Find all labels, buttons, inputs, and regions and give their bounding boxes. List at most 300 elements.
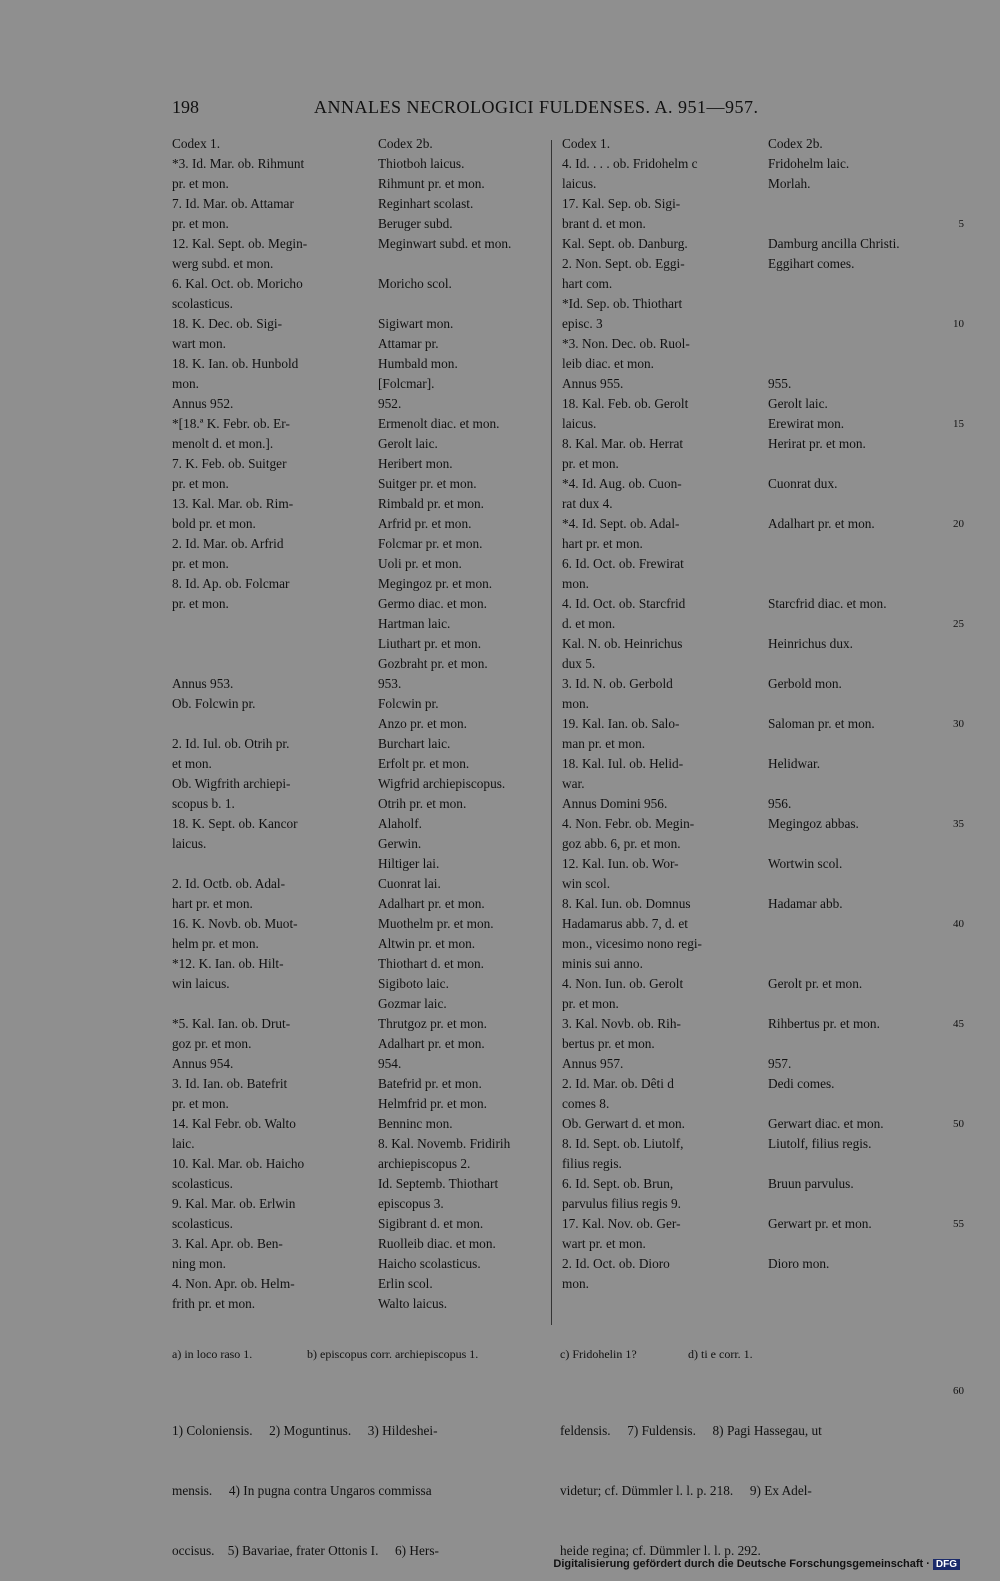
text-line: pr. et mon. xyxy=(172,1096,229,1111)
text-line: Annus 957. xyxy=(562,1056,624,1071)
text-line: Gerolt pr. et mon. xyxy=(768,976,863,991)
text-line: Starcfrid diac. et mon. xyxy=(768,596,887,611)
text-line: 8. Kal. Mar. ob. Herrat xyxy=(562,436,684,451)
text-line: Liuthart pr. et mon. xyxy=(378,636,482,651)
text-line: scolasticus. xyxy=(172,1216,233,1231)
text-line xyxy=(940,674,964,694)
text-line: pr. et mon. xyxy=(172,216,229,231)
text-line xyxy=(940,134,964,154)
text-line: 18. K. Sept. ob. Kancor xyxy=(172,816,298,831)
text-line: 7. Id. Mar. ob. Attamar xyxy=(172,196,294,211)
text-line xyxy=(768,914,948,934)
text-line: 55 xyxy=(953,1218,964,1230)
text-line xyxy=(768,654,948,674)
text-line: *4. Id. Aug. ob. Cuon- xyxy=(562,476,682,491)
text-line: 8. Kal. Novemb. Fridirih xyxy=(378,1136,511,1151)
credit-text: Digitalisierung gefördert durch die Deutsche Forschungsgemeinschaft · xyxy=(553,1558,930,1570)
text-line xyxy=(940,694,964,714)
text-line: win scol. xyxy=(562,876,611,891)
text-line: Gozmar laic. xyxy=(378,996,447,1011)
text-line xyxy=(768,1234,948,1254)
note-a: a) in loco raso 1. xyxy=(172,1347,253,1361)
text-line: 956. xyxy=(768,796,792,811)
footnotes-left xyxy=(172,1381,439,1581)
text-line: Helidwar. xyxy=(768,756,821,771)
text-line xyxy=(768,1274,948,1294)
text-line xyxy=(940,1094,964,1114)
text-line: Otrih pr. et mon. xyxy=(378,796,467,811)
text-line: Thiotboh laicus. xyxy=(378,156,465,171)
text-line: Gozbraht pr. et mon. xyxy=(378,656,488,671)
text-line xyxy=(940,354,964,374)
text-line xyxy=(940,794,964,814)
text-line: episc. 3 xyxy=(562,316,603,331)
text-line: Reginhart scolast. xyxy=(378,196,474,211)
text-line: 4. Id. Oct. ob. Starcfrid xyxy=(562,596,686,611)
footnote-line: occisus. 5) Bavariae, frater Ottonis I. 6) Hers- xyxy=(172,1543,439,1558)
text-line xyxy=(940,454,964,474)
text-line xyxy=(940,1194,964,1214)
text-line: 30 xyxy=(953,718,964,730)
text-line: Sigiboto laic. xyxy=(378,976,449,991)
text-line: *3. Non. Dec. ob. Ruol- xyxy=(562,336,690,351)
text-line xyxy=(172,854,372,874)
text-line xyxy=(768,534,948,554)
text-line xyxy=(940,874,964,894)
text-line: 6. Id. Sept. ob. Brun, xyxy=(562,1176,674,1191)
text-line: 3. Kal. Novb. ob. Rih- xyxy=(562,1016,681,1031)
text-line xyxy=(940,554,964,574)
text-line: Ob. Gerwart d. et mon. xyxy=(562,1116,685,1131)
text-line: 16. K. Novb. ob. Muot- xyxy=(172,916,298,931)
column-codex1-left xyxy=(172,134,372,1314)
text-line xyxy=(940,954,964,974)
text-line: mon., vicesimo nono regi- xyxy=(562,936,702,951)
text-line xyxy=(940,1174,964,1194)
text-line: 15 xyxy=(953,418,964,430)
text-line: filius regis. xyxy=(562,1156,622,1171)
text-line: ning mon. xyxy=(172,1256,226,1271)
text-line: rat dux 4. xyxy=(562,496,613,511)
text-line: goz pr. et mon. xyxy=(172,1036,252,1051)
text-line: Muothelm pr. et mon. xyxy=(378,916,494,931)
text-line: 45 xyxy=(953,1018,964,1030)
text-line xyxy=(940,294,964,314)
text-line xyxy=(940,474,964,494)
text-line: Adalhart pr. et mon. xyxy=(378,1036,485,1051)
text-line xyxy=(940,594,964,614)
footnote-line-number: 60 xyxy=(953,1385,964,1397)
text-line: Wigfrid archiepiscopus. xyxy=(378,776,506,791)
text-line: 2. Id. Mar. ob. Arfrid xyxy=(172,536,284,551)
text-line xyxy=(940,834,964,854)
text-line xyxy=(768,334,948,354)
text-line: Sigibrant d. et mon. xyxy=(378,1216,484,1231)
text-line: Anzo pr. et mon. xyxy=(378,716,468,731)
text-line: Liutolf, filius regis. xyxy=(768,1136,872,1151)
text-line: Herirat pr. et mon. xyxy=(768,436,866,451)
text-line: leib diac. et mon. xyxy=(562,356,654,371)
text-line: Folcmar pr. et mon. xyxy=(378,536,483,551)
text-line: Rihbertus pr. et mon. xyxy=(768,1016,880,1031)
text-line: laic. xyxy=(172,1136,195,1151)
text-line xyxy=(940,774,964,794)
text-line xyxy=(940,894,964,914)
text-line: 35 xyxy=(953,818,964,830)
text-line: 4. Non. Iun. ob. Gerolt xyxy=(562,976,684,991)
note-c: c) Fridohelin 1? xyxy=(560,1347,637,1361)
text-line: 50 xyxy=(953,1118,964,1130)
text-line: Erlin scol. xyxy=(378,1276,433,1291)
text-line: 13. Kal. Mar. ob. Rim- xyxy=(172,496,294,511)
text-line: pr. et mon. xyxy=(172,596,229,611)
text-line: Gerwart diac. et mon. xyxy=(768,1116,884,1131)
text-line: Sigiwart mon. xyxy=(378,316,454,331)
text-line: Id. Septemb. Thiothart xyxy=(378,1176,499,1191)
text-line: Gerwin. xyxy=(378,836,422,851)
text-line xyxy=(940,1294,964,1314)
text-line xyxy=(172,614,372,634)
text-line: Codex 2b. xyxy=(378,136,433,151)
text-line: Helmfrid pr. et mon. xyxy=(378,1096,487,1111)
text-line: parvulus filius regis 9. xyxy=(562,1196,681,1211)
text-line: Gerwart pr. et mon. xyxy=(768,1216,872,1231)
text-line xyxy=(940,394,964,414)
text-line xyxy=(940,994,964,1014)
text-line: Kal. Sept. ob. Danburg. xyxy=(562,236,688,251)
text-line: Folcwin pr. xyxy=(378,696,439,711)
text-line xyxy=(768,574,948,594)
text-line: laicus. xyxy=(562,416,597,431)
text-line xyxy=(768,214,948,234)
text-line: [Folcmar]. xyxy=(378,376,435,391)
text-line: menolt d. et mon.]. xyxy=(172,436,274,451)
text-line: 957. xyxy=(768,1056,792,1071)
text-line: 17. Kal. Sep. ob. Sigi- xyxy=(562,196,681,211)
text-line xyxy=(768,954,948,974)
text-line xyxy=(940,634,964,654)
text-line: Dioro mon. xyxy=(768,1256,830,1271)
text-line: Megingoz abbas. xyxy=(768,816,859,831)
text-line xyxy=(940,534,964,554)
text-line: Cuonrat dux. xyxy=(768,476,838,491)
text-line: wart pr. et mon. xyxy=(562,1236,646,1251)
text-line xyxy=(768,1034,948,1054)
text-line: Damburg ancilla Christi. xyxy=(768,236,900,251)
text-line: Codex 1. xyxy=(172,136,221,151)
text-line: 17. Kal. Nov. ob. Ger- xyxy=(562,1216,681,1231)
text-line xyxy=(940,234,964,254)
text-line: Hadamar abb. xyxy=(768,896,843,911)
text-line: *Id. Sep. ob. Thiothart xyxy=(562,296,683,311)
text-line xyxy=(378,254,548,274)
text-line: Ob. Folcwin pr. xyxy=(172,696,256,711)
text-line: 2. Non. Sept. ob. Eggi- xyxy=(562,256,685,271)
text-line: Megingoz pr. et mon. xyxy=(378,576,493,591)
text-line: 18. K. Dec. ob. Sigi- xyxy=(172,316,283,331)
text-line: comes 8. xyxy=(562,1096,610,1111)
text-line xyxy=(768,274,948,294)
text-line: 4. Id. . . . ob. Fridohelm c xyxy=(562,156,698,171)
text-line: wart mon. xyxy=(172,336,226,351)
footnote-line: heide regina; cf. Dümmler l. l. p. 292. xyxy=(560,1543,761,1558)
line-numbers xyxy=(940,134,964,1314)
text-line: Morlah. xyxy=(768,176,811,191)
text-line: Annus 953. xyxy=(172,676,234,691)
text-line xyxy=(940,1054,964,1074)
text-line: Fridohelm laic. xyxy=(768,156,850,171)
text-line xyxy=(940,1034,964,1054)
text-line: man pr. et mon. xyxy=(562,736,646,751)
page-header xyxy=(172,97,797,123)
text-line xyxy=(940,334,964,354)
text-line: 20 xyxy=(953,518,964,530)
text-line xyxy=(940,154,964,174)
column-divider xyxy=(551,140,552,1325)
text-line: 10 xyxy=(953,318,964,330)
text-line: pr. et mon. xyxy=(172,176,229,191)
text-line: scolasticus. xyxy=(172,1176,233,1191)
text-line xyxy=(940,934,964,954)
text-line xyxy=(768,774,948,794)
text-line: 19. Kal. Ian. ob. Salo- xyxy=(562,716,680,731)
text-line: mon. xyxy=(562,576,589,591)
text-line: Gerolt laic. xyxy=(768,396,828,411)
text-line xyxy=(940,494,964,514)
text-line: *5. Kal. Ian. ob. Drut- xyxy=(172,1016,291,1031)
text-line xyxy=(768,874,948,894)
text-line xyxy=(940,1274,964,1294)
text-line: werg subd. et mon. xyxy=(172,256,274,271)
text-line: 5 xyxy=(958,218,964,230)
text-line xyxy=(768,554,948,574)
text-line xyxy=(768,454,948,474)
text-line: Meginwart subd. et mon. xyxy=(378,236,512,251)
text-line: Arfrid pr. et mon. xyxy=(378,516,472,531)
text-line: Rihmunt pr. et mon. xyxy=(378,176,485,191)
text-line: *12. K. Ian. ob. Hilt- xyxy=(172,956,284,971)
text-line xyxy=(940,734,964,754)
text-line: d. et mon. xyxy=(562,616,616,631)
text-line: 8. Kal. Iun. ob. Domnus xyxy=(562,896,691,911)
text-line xyxy=(940,194,964,214)
text-line: Heribert mon. xyxy=(378,456,453,471)
text-line: 12. Kal. Sept. ob. Megin- xyxy=(172,236,308,251)
text-line: Moricho scol. xyxy=(378,276,452,291)
text-line: bertus pr. et mon. xyxy=(562,1036,655,1051)
footnote-line: mensis. 4) In pugna contra Ungaros commissa xyxy=(172,1483,432,1498)
text-line: 18. Kal. Iul. ob. Helid- xyxy=(562,756,684,771)
text-line: Altwin pr. et mon. xyxy=(378,936,476,951)
text-line: 18. Kal. Feb. ob. Gerolt xyxy=(562,396,689,411)
footnotes-right xyxy=(560,1381,822,1581)
text-line: Suitger pr. et mon. xyxy=(378,476,477,491)
text-line: Alaholf. xyxy=(378,816,422,831)
text-line: Eggihart comes. xyxy=(768,256,855,271)
text-line xyxy=(940,754,964,774)
text-line xyxy=(378,294,548,314)
text-line: Thiothart d. et mon. xyxy=(378,956,484,971)
text-line: 25 xyxy=(953,618,964,630)
text-line: 3. Id. Ian. ob. Batefrit xyxy=(172,1076,288,1091)
text-line xyxy=(172,994,372,1014)
text-line: Batefrid pr. et mon. xyxy=(378,1076,482,1091)
text-line: 6. Kal. Oct. ob. Moricho xyxy=(172,276,303,291)
text-line: dux 5. xyxy=(562,656,596,671)
text-line xyxy=(768,734,948,754)
text-line xyxy=(940,1234,964,1254)
text-line: Erfolt pr. et mon. xyxy=(378,756,470,771)
text-line: *[18.ª K. Febr. ob. Er- xyxy=(172,416,290,431)
text-line xyxy=(768,614,948,634)
text-line: 955. xyxy=(768,376,792,391)
text-line: Gerolt laic. xyxy=(378,436,438,451)
text-line: 2. Id. Iul. ob. Otrih pr. xyxy=(172,736,290,751)
text-line: 12. Kal. Iun. ob. Wor- xyxy=(562,856,679,871)
text-line: 10. Kal. Mar. ob. Haicho xyxy=(172,1156,305,1171)
text-line: Hadamarus abb. 7, d. et xyxy=(562,916,688,931)
text-line: brant d. et mon. xyxy=(562,216,646,231)
text-line: Cuonrat lai. xyxy=(378,876,441,891)
text-line: bold pr. et mon. xyxy=(172,516,256,531)
text-line: Benninc mon. xyxy=(378,1116,453,1131)
text-line: hart com. xyxy=(562,276,613,291)
text-line: 2. Id. Oct. ob. Dioro xyxy=(562,1256,670,1271)
text-line xyxy=(940,854,964,874)
text-line: frith pr. et mon. xyxy=(172,1296,256,1311)
text-line: Codex 1. xyxy=(562,136,611,151)
text-line xyxy=(940,654,964,674)
text-line: pr. et mon. xyxy=(172,476,229,491)
text-line: hart pr. et mon. xyxy=(172,896,253,911)
text-line: Adalhart pr. et mon. xyxy=(378,896,485,911)
text-line xyxy=(768,294,948,314)
text-line xyxy=(172,714,372,734)
text-line: Germo diac. et mon. xyxy=(378,596,487,611)
text-line xyxy=(768,934,948,954)
text-line: pr. et mon. xyxy=(172,556,229,571)
text-line: Annus 954. xyxy=(172,1056,234,1071)
text-line: scopus b. 1. xyxy=(172,796,235,811)
text-line: Humbald mon. xyxy=(378,356,458,371)
text-line xyxy=(172,654,372,674)
text-line: 952. xyxy=(378,396,402,411)
text-line: episcopus 3. xyxy=(378,1196,444,1211)
text-line: Ruolleib diac. et mon. xyxy=(378,1236,496,1251)
text-line: 8. Id. Ap. ob. Folcmar xyxy=(172,576,290,591)
text-line xyxy=(940,274,964,294)
text-line: laicus. xyxy=(562,176,597,191)
text-line: Heinrichus dux. xyxy=(768,636,853,651)
footnote-line: 1) Coloniensis. 2) Moguntinus. 3) Hildeshei- xyxy=(172,1423,438,1438)
text-line xyxy=(172,634,372,654)
text-line xyxy=(768,1094,948,1114)
text-line: 18. K. Ian. ob. Hunbold xyxy=(172,356,299,371)
column-codex2b-left xyxy=(378,134,548,1314)
text-line: 3. Id. N. ob. Gerbold xyxy=(562,676,673,691)
text-line: 953. xyxy=(378,676,402,691)
text-line: Ermenolt diac. et mon. xyxy=(378,416,500,431)
text-line: Thrutgoz pr. et mon. xyxy=(378,1016,487,1031)
text-line: Ob. Wigfrith archiepi- xyxy=(172,776,291,791)
text-line xyxy=(768,354,948,374)
text-line: 9. Kal. Mar. ob. Erlwin xyxy=(172,1196,296,1211)
text-line: Annus 955. xyxy=(562,376,624,391)
text-line xyxy=(768,994,948,1014)
text-line: Hartman laic. xyxy=(378,616,451,631)
text-line: mon. xyxy=(562,696,589,711)
text-line: win laicus. xyxy=(172,976,230,991)
text-line xyxy=(940,1134,964,1154)
text-line: Annus 952. xyxy=(172,396,234,411)
text-line: Burchart laic. xyxy=(378,736,451,751)
text-line: pr. et mon. xyxy=(562,456,619,471)
text-line: Kal. N. ob. Heinrichus xyxy=(562,636,683,651)
text-line: Attamar pr. xyxy=(378,336,439,351)
text-line: scolasticus. xyxy=(172,296,233,311)
text-line: mon. xyxy=(562,1276,589,1291)
text-line xyxy=(940,174,964,194)
text-line xyxy=(940,974,964,994)
text-line xyxy=(940,254,964,274)
text-line: 2. Id. Octb. ob. Adal- xyxy=(172,876,286,891)
text-line: pr. et mon. xyxy=(562,996,619,1011)
text-line: 14. Kal Febr. ob. Walto xyxy=(172,1116,296,1131)
text-line: *3. Id. Mar. ob. Rihmunt xyxy=(172,156,305,171)
text-line: Annus Domini 956. xyxy=(562,796,668,811)
note-d: d) ti e corr. 1. xyxy=(688,1347,753,1361)
footnote-line: feldensis. 7) Fuldensis. 8) Pagi Hassegau, ut xyxy=(560,1423,822,1438)
dfg-logo: DFG xyxy=(933,1559,960,1570)
text-line: Gerbold mon. xyxy=(768,676,842,691)
text-line xyxy=(768,494,948,514)
text-line xyxy=(940,434,964,454)
text-line: Adalhart pr. et mon. xyxy=(768,516,875,531)
text-line: helm pr. et mon. xyxy=(172,936,259,951)
text-line: Hiltiger lai. xyxy=(378,856,440,871)
text-line: minis sui anno. xyxy=(562,956,643,971)
text-line: 8. Id. Sept. ob. Liutolf, xyxy=(562,1136,684,1151)
note-b: b) episcopus corr. archiepiscopus 1. xyxy=(307,1347,479,1361)
text-line: Wortwin scol. xyxy=(768,856,843,871)
text-line: laicus. xyxy=(172,836,207,851)
column-codex1-right xyxy=(562,134,752,1294)
text-line xyxy=(768,834,948,854)
text-line: Bruun parvulus. xyxy=(768,1176,854,1191)
text-line: et mon. xyxy=(172,756,212,771)
text-line: Beruger subd. xyxy=(378,216,453,231)
column-codex2b-right xyxy=(768,134,948,1294)
text-line: 7. K. Feb. ob. Suitger xyxy=(172,456,287,471)
text-line: 2. Id. Mar. ob. Dêti d xyxy=(562,1076,674,1091)
text-line: 4. Non. Febr. ob. Megin- xyxy=(562,816,695,831)
text-line: 40 xyxy=(953,918,964,930)
text-line: 954. xyxy=(378,1056,402,1071)
text-line: 6. Id. Oct. ob. Frewirat xyxy=(562,556,684,571)
text-line: war. xyxy=(562,776,585,791)
text-line: Saloman pr. et mon. xyxy=(768,716,875,731)
text-line xyxy=(768,194,948,214)
text-line xyxy=(768,1154,948,1174)
page-number: 198 xyxy=(172,97,199,117)
text-line: hart pr. et mon. xyxy=(562,536,643,551)
text-line: 3. Kal. Apr. ob. Ben- xyxy=(172,1236,283,1251)
text-line: Dedi comes. xyxy=(768,1076,835,1091)
text-line xyxy=(768,694,948,714)
text-line: *4. Id. Sept. ob. Adal- xyxy=(562,516,680,531)
text-line: Codex 2b. xyxy=(768,136,823,151)
text-line xyxy=(940,574,964,594)
